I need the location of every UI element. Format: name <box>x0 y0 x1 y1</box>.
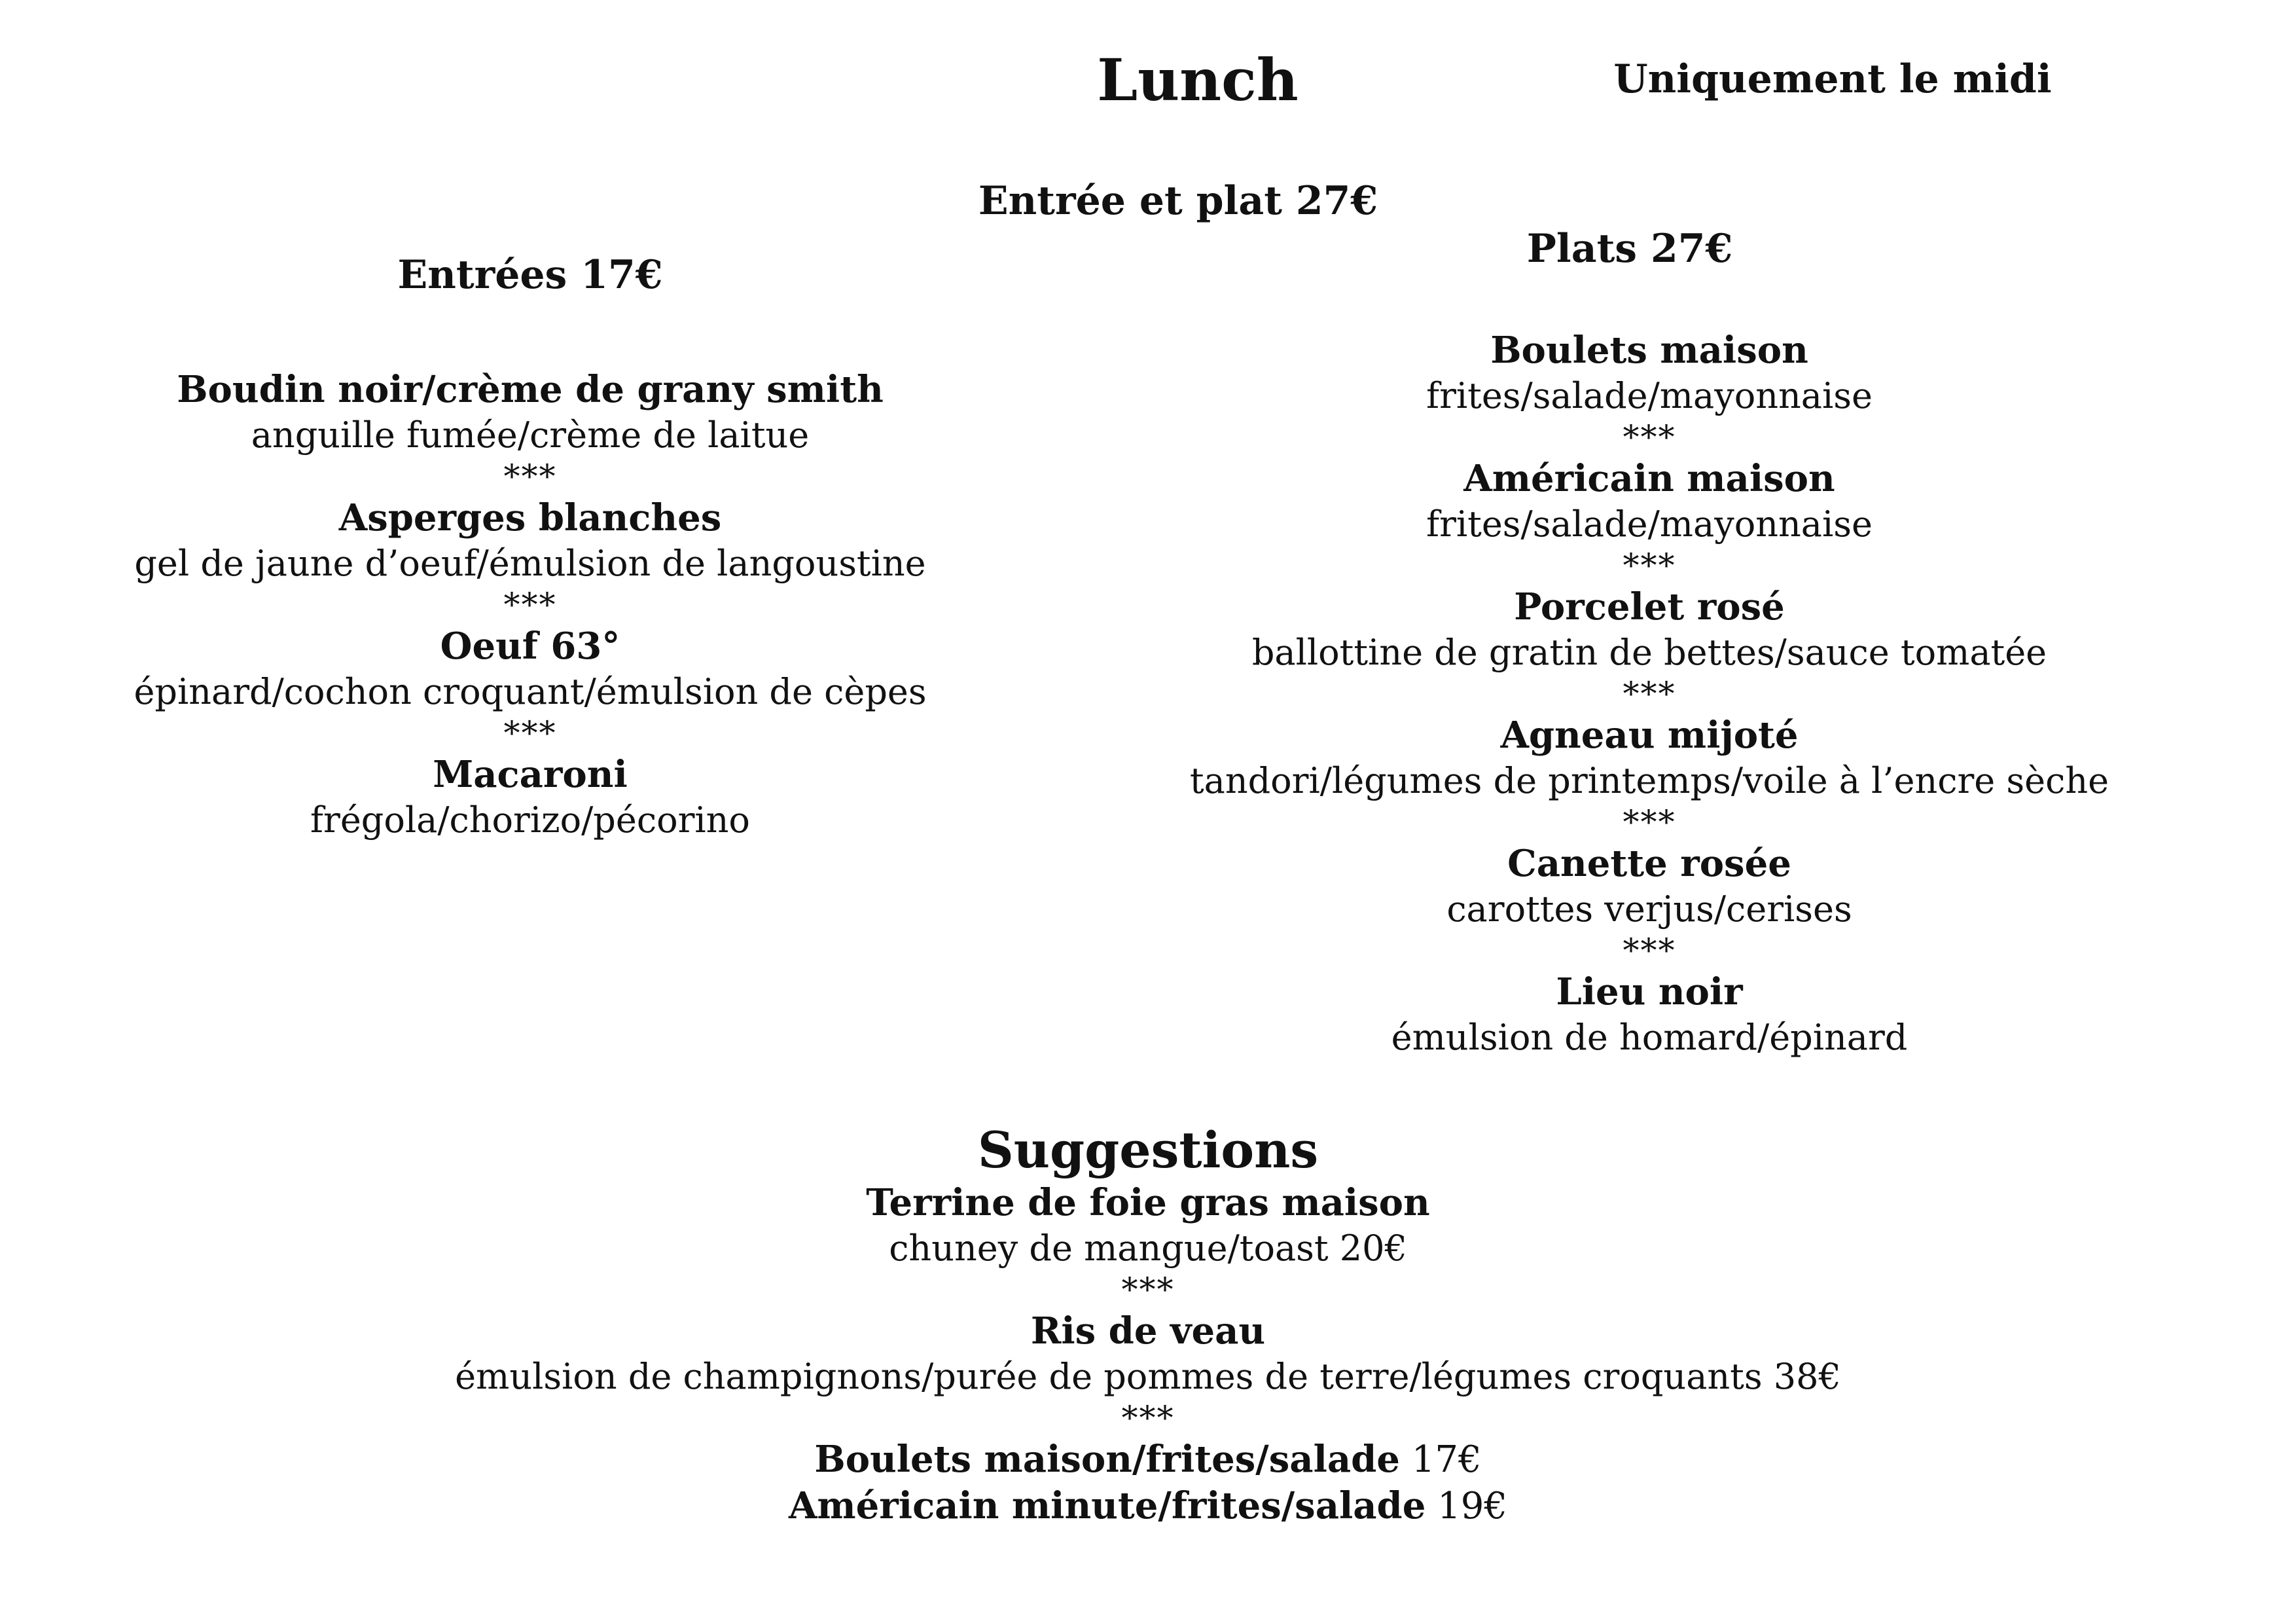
dish-name: Canette rosée <box>1507 842 1791 885</box>
dish-name: Américain maison <box>1463 457 1835 500</box>
dish-description: frites/salade/mayonnaise <box>1426 375 1873 416</box>
list-item <box>1178 456 2121 547</box>
combo-name: Boulets maison/frites/salade <box>814 1438 1400 1481</box>
list-item <box>118 367 942 458</box>
list-item <box>1178 327 2121 419</box>
list-item <box>1178 969 2121 1061</box>
list-item <box>363 1180 1933 1271</box>
formula-price: Entrée et plat 27€ <box>978 178 1378 224</box>
separator: *** <box>1623 803 1676 841</box>
dish-description: ballottine de gratin de bettes/sauce tomatée <box>1251 632 2047 673</box>
dish-name: Porcelet rosé <box>1514 585 1785 629</box>
dish-name: Macaroni <box>433 753 628 796</box>
separator: *** <box>503 714 557 752</box>
combo-item <box>363 1483 1933 1529</box>
entrees-heading: Entrées 17€ <box>397 252 663 298</box>
separator: *** <box>1623 547 1676 585</box>
dish-description: carottes verjus/cerises <box>1446 888 1852 930</box>
plats-list <box>1178 327 2121 1061</box>
dish-name: Agneau mijoté <box>1500 714 1799 757</box>
list-item <box>1178 584 2121 676</box>
dish-name: Boulets maison <box>1490 329 1808 372</box>
list-item <box>118 752 942 843</box>
list-item <box>1178 712 2121 804</box>
list-item <box>118 623 942 715</box>
entrees-list <box>118 367 942 843</box>
dish-description: frégola/chorizo/pécorino <box>310 799 750 841</box>
dish-description: chuney de mangue/toast 20€ <box>889 1228 1407 1269</box>
separator: *** <box>1623 932 1676 970</box>
separator: *** <box>1121 1399 1175 1437</box>
dish-description: gel de jaune d’oeuf/émulsion de langoustine <box>134 543 926 584</box>
dish-description: émulsion de champignons/purée de pommes de terre/légumes croquants 38€ <box>455 1356 1841 1397</box>
list-item <box>118 495 942 587</box>
plats-section <box>1178 223 2121 1061</box>
combo-name: Américain minute/frites/salade <box>788 1484 1426 1527</box>
combo-price: 17€ <box>1411 1438 1482 1481</box>
separator: *** <box>503 458 557 496</box>
dish-description: anguille fumée/crème de laitue <box>251 414 810 456</box>
dish-name: Boudin noir/crème de grany smith <box>177 368 884 411</box>
separator: *** <box>1121 1271 1175 1309</box>
suggestions-heading: Suggestions <box>977 1121 1319 1179</box>
dish-description: émulsion de homard/épinard <box>1391 1017 1908 1058</box>
dish-name: Oeuf 63° <box>440 625 620 668</box>
dish-name: Ris de veau <box>1030 1309 1266 1353</box>
lunch-only-note: Uniquement le midi <box>1613 56 2052 102</box>
list-item <box>363 1308 1933 1400</box>
dish-name: Asperges blanches <box>338 496 722 539</box>
suggestions-section <box>363 1121 1933 1529</box>
separator: *** <box>503 586 557 624</box>
entrees-section <box>118 249 942 843</box>
combo-item <box>363 1436 1933 1483</box>
dish-description: frites/salade/mayonnaise <box>1426 503 1873 545</box>
dish-name: Terrine de foie gras maison <box>866 1181 1430 1224</box>
list-item <box>1178 841 2121 932</box>
separator: *** <box>1623 418 1676 456</box>
combo-price: 19€ <box>1437 1485 1508 1527</box>
separator: *** <box>1623 675 1676 713</box>
dish-name: Lieu noir <box>1556 970 1743 1013</box>
menu-title: Lunch <box>1097 46 1299 114</box>
plats-heading: Plats 27€ <box>1526 226 1733 272</box>
dish-description: tandori/légumes de printemps/voile à l’encre sèche <box>1189 760 2109 801</box>
dish-description: épinard/cochon croquant/émulsion de cèpes <box>134 671 927 712</box>
